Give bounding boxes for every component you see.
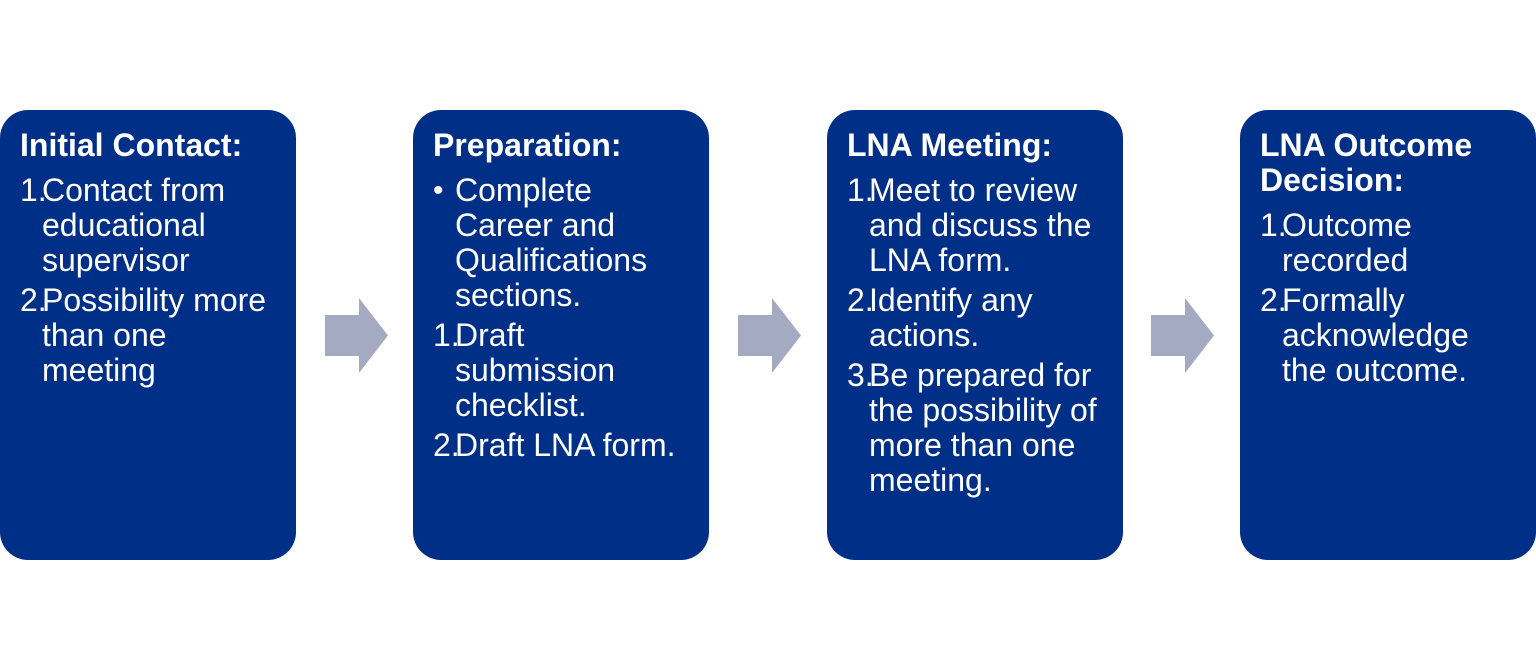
- list-item: [1260, 283, 1520, 388]
- list-item-text: Draft LNA form.: [455, 427, 676, 463]
- list-item: [20, 283, 280, 388]
- list-marker: 2.: [1260, 282, 1287, 318]
- list-item: [847, 358, 1107, 498]
- list-item: [847, 283, 1107, 353]
- step-preparation: [413, 110, 709, 560]
- list-item: [433, 173, 693, 313]
- step-items: [433, 173, 693, 463]
- list-marker: 1.: [847, 172, 874, 208]
- list-item-text: Draft submission checklist.: [455, 317, 616, 423]
- list-item: [847, 173, 1107, 278]
- list-item-text: Identify any actions.: [869, 282, 1033, 353]
- list-marker: 2.: [433, 427, 460, 463]
- step-title: Initial Contact:: [20, 127, 243, 163]
- list-item: [20, 173, 280, 278]
- right-arrow-icon: [738, 298, 801, 373]
- bullet-marker: •: [433, 174, 444, 207]
- list-marker: 1.: [433, 317, 460, 353]
- step-title: LNA Outcome Decision:: [1260, 127, 1473, 198]
- step-title: Preparation:: [433, 127, 622, 163]
- list-marker: 3.: [847, 357, 874, 393]
- list-item-text: Contact from educational supervisor: [42, 172, 226, 278]
- list-item: [1260, 208, 1520, 278]
- list-item-text: Outcome recorded: [1282, 207, 1412, 278]
- step-title: LNA Meeting:: [847, 127, 1053, 163]
- step-lna-outcome-decision: [1240, 110, 1536, 560]
- right-arrow-icon: [1151, 298, 1214, 373]
- list-item: [433, 428, 693, 463]
- list-item-text: Possibility more than one meeting: [42, 282, 267, 388]
- step-initial-contact: [0, 110, 296, 560]
- list-item-text: Complete Career and Qualifications sections.: [455, 172, 648, 313]
- list-item: [433, 318, 693, 423]
- list-marker: 1.: [1260, 207, 1287, 243]
- list-marker: 2.: [847, 282, 874, 318]
- list-item-text: Be prepared for the possibility of more than one meeting.: [869, 357, 1097, 498]
- step-items: [20, 173, 280, 388]
- list-item-text: Formally acknowledge the outcome.: [1282, 282, 1469, 388]
- step-items: [847, 173, 1107, 498]
- list-marker: 1.: [20, 172, 47, 208]
- step-items: [1260, 208, 1520, 388]
- right-arrow-icon: [325, 298, 388, 373]
- step-lna-meeting: [827, 110, 1123, 560]
- list-item-text: Meet to review and discuss the LNA form.: [869, 172, 1092, 278]
- list-marker: 2.: [20, 282, 47, 318]
